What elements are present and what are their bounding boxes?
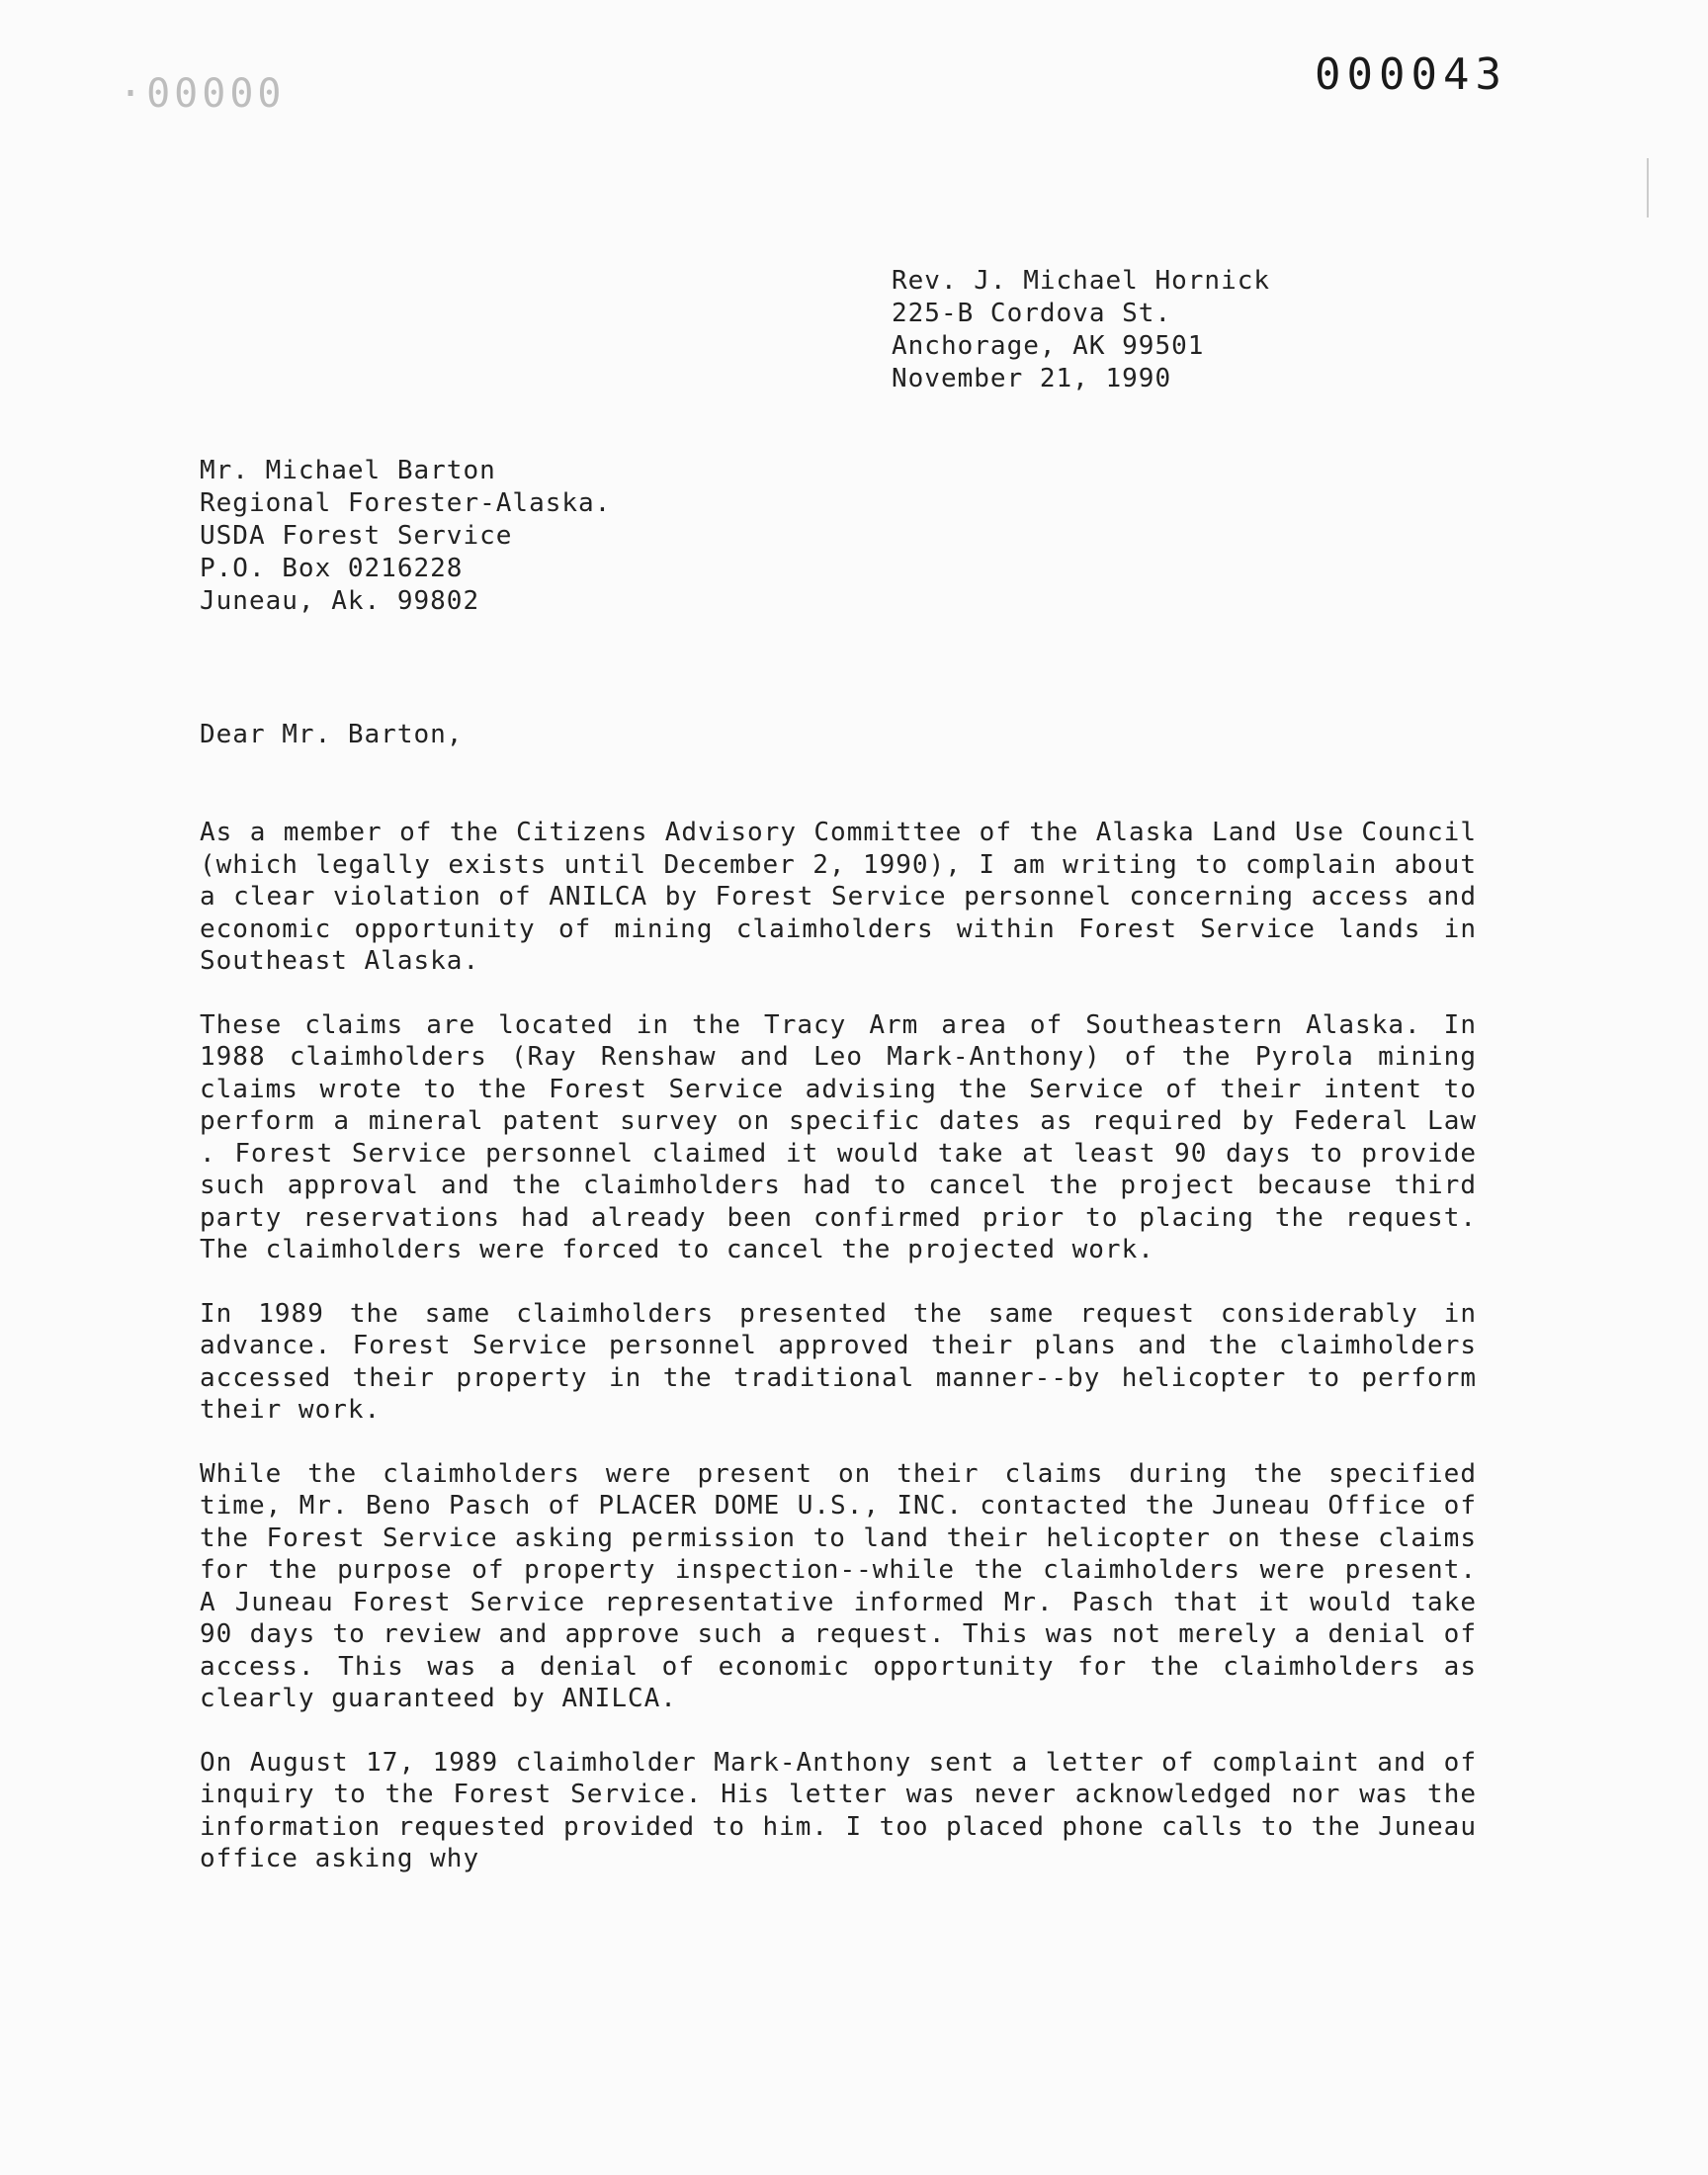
body-paragraph: In 1989 the same claimholders presented the same request considerably in advance. Forest Service personnel approved their plans and the claimholders accessed their property in the traditional manner--by helicopter to perform their work. (200, 1298, 1477, 1425)
sender-name: Rev. J. Michael Hornick (892, 266, 1271, 296)
salutation: Dear Mr. Barton, (200, 720, 464, 749)
sender-street: 225-B Cordova St. (892, 299, 1172, 328)
body-paragraph: These claims are located in the Tracy Arm area of Southeastern Alaska. In 1988 claimholders (Ray Renshaw and Leo Mark-Anthony) of the Pyrola mining claims wrote to the Forest Service advising the Service of their intent to perform a mineral patent survey on specific dates as required by Federal Law . Forest Service personnel claimed it would take at least 90 days to provide such approval and the claimholders had to cancel the project because third party reservations had already been confirmed prior to placing the request. The claimholders were forced to cancel the projected work. (200, 1009, 1477, 1264)
recipient-name: Mr. Michael Barton (200, 456, 496, 485)
sender-address-block (892, 265, 1270, 395)
scan-edge-mark (1647, 158, 1649, 218)
faint-page-stamp: ·00000 (119, 71, 286, 117)
recipient-title: Regional Forester-Alaska. (200, 488, 612, 518)
recipient-city: Juneau, Ak. 99802 (200, 586, 480, 616)
letter-date: November 21, 1990 (892, 364, 1172, 393)
body-paragraph: As a member of the Citizens Advisory Committee of the Alaska Land Use Council (which legally exists until December 2, 1990), I am writing to complain about a clear violation of ANILCA by Forest Service personnel concerning access and economic opportunity of mining claimholders within Forest Service lands in Southeast Alaska. (200, 818, 1477, 976)
recipient-org: USDA Forest Service (200, 521, 513, 551)
recipient-box: P.O. Box 0216228 (200, 554, 464, 583)
letter-body (200, 817, 1477, 1907)
sender-city: Anchorage, AK 99501 (892, 331, 1205, 361)
page-number-stamp: 000043 (1315, 49, 1507, 100)
recipient-address-block (200, 455, 611, 618)
body-paragraph: On August 17, 1989 claimholder Mark-Anthony sent a letter of complaint and of inquiry to the Forest Service. His letter was never acknowledged nor was the information requested provided to him. I too placed phone calls to the Juneau office asking why (200, 1747, 1477, 1873)
body-paragraph: While the claimholders were present on their claims during the specified time, Mr. Beno Pasch of PLACER DOME U.S., INC. contacted the Juneau Office of the Forest Service asking permission to land their helicopter on these claims for the purpose of property inspection--while the claimholders were present. A Juneau Forest Service representative informed Mr. Pasch that it would take 90 days to review and approve such a request. This was not merely a denial of access. This was a denial of economic opportunity for the claimholders as clearly guaranteed by ANILCA. (200, 1458, 1477, 1713)
